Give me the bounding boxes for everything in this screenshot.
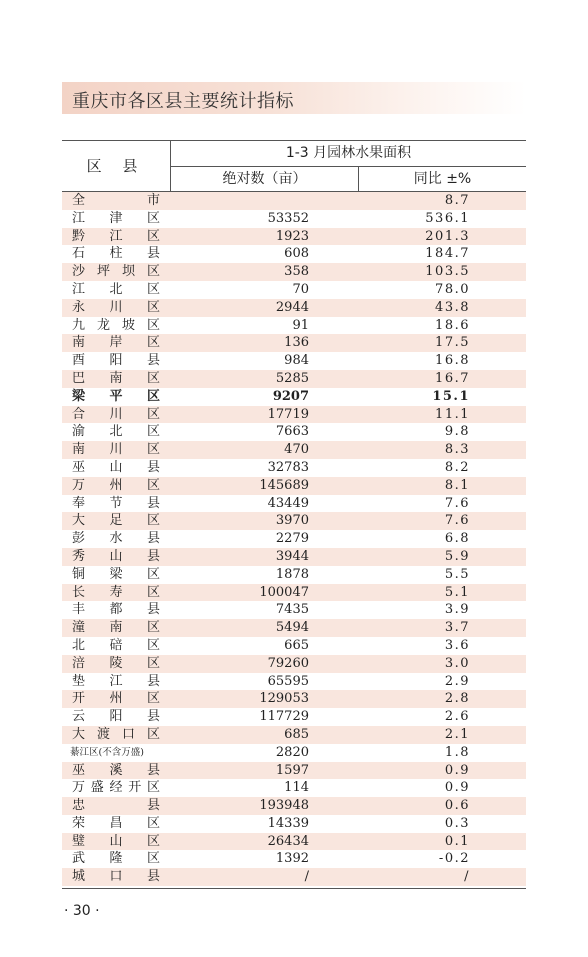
yoy-cell: 8.2: [444, 459, 470, 475]
region-name: 涪陵区: [72, 655, 160, 671]
yoy-cell: 184.7: [425, 246, 470, 262]
yoy-cell: 18.6: [435, 317, 470, 333]
table-row: [62, 655, 526, 673]
yoy-cell: 8.7: [444, 193, 470, 208]
yoy-cell: 17.5: [435, 335, 470, 351]
table-row: [62, 619, 526, 637]
region-name: 丰都县: [72, 602, 160, 618]
absolute-value-cell: 9207: [272, 388, 309, 404]
absolute-value-cell: 129053: [259, 691, 309, 707]
yoy-cell: 2.1: [444, 726, 470, 742]
region-header: 区 县: [86, 157, 146, 175]
absolute-value-cell: 1392: [275, 851, 309, 867]
region-name: 奉节县: [72, 495, 160, 511]
region-name: 万州区: [72, 477, 160, 493]
absolute-value-cell: 193948: [259, 798, 309, 814]
yoy-cell: 15.1: [432, 388, 470, 404]
absolute-value-cell: 79260: [267, 655, 309, 671]
table-row: [62, 423, 526, 441]
region-name: 潼南区: [72, 620, 160, 636]
region-name: 沙坪坝区: [72, 264, 160, 280]
table-row: [62, 441, 526, 459]
absolute-value-cell: 5285: [275, 370, 309, 386]
yoy-cell: 0.6: [444, 798, 470, 814]
yoy-cell: 0.1: [444, 833, 470, 849]
absolute-value-cell: 608: [284, 246, 309, 262]
absolute-value-cell: 665: [284, 637, 309, 653]
region-name: 巫山县: [72, 459, 160, 475]
region-name: 永川区: [72, 299, 160, 315]
yoy-cell: 3.9: [444, 602, 470, 618]
region-name: 垫江县: [72, 673, 160, 689]
yoy-cell: 3.6: [444, 637, 470, 653]
absolute-value-cell: 117729: [259, 709, 309, 725]
region-name: 江北区: [72, 281, 160, 297]
table-row: [62, 495, 526, 513]
yoy-cell: 11.1: [435, 406, 470, 422]
absolute-value-cell: 91: [292, 317, 309, 333]
yoy-cell: 7.6: [444, 495, 470, 511]
table-row: [62, 477, 526, 495]
table-row: [62, 601, 526, 619]
absolute-value-cell: /: [304, 869, 309, 885]
table-row: [62, 370, 526, 388]
region-name: 渝北区: [72, 424, 160, 440]
region-name: 开州区: [72, 691, 160, 707]
yoy-cell: 3.7: [444, 620, 470, 636]
region-name: 大足区: [72, 513, 160, 529]
region-name: 綦江区(不含万盛): [70, 746, 144, 758]
yoy-cell: 9.8: [444, 424, 470, 440]
absolute-value-cell: 43449: [267, 495, 309, 511]
region-name: 秀山县: [72, 548, 160, 564]
table-row: [62, 299, 526, 317]
region-name: 城口县: [72, 869, 160, 885]
absolute-value-cell: 2944: [275, 299, 309, 315]
table-row: [62, 530, 526, 548]
table-row: [62, 317, 526, 335]
region-name: 酉阳县: [72, 353, 160, 369]
absolute-value-cell: 5494: [275, 620, 309, 636]
region-name: 武隆区: [72, 851, 160, 867]
table-row: [62, 833, 526, 851]
region-name: 巴南区: [72, 370, 160, 386]
table-row: [62, 690, 526, 708]
yoy-cell: 5.1: [444, 584, 470, 600]
absolute-value-cell: 26434: [267, 833, 309, 849]
yoy-cell: 0.9: [444, 762, 470, 778]
yoy-cell: 2.6: [444, 709, 470, 725]
table-bottom-rule: [62, 888, 526, 889]
absolute-value-cell: [162, 192, 309, 210]
yoy-cell: 201.3: [425, 228, 470, 244]
region-name: 南岸区: [72, 335, 160, 351]
yoy-cell: 5.5: [444, 566, 470, 582]
yoy-cell: 0.3: [444, 815, 470, 831]
region-name: 江津区: [72, 210, 160, 226]
title-band: [62, 82, 526, 114]
table-row: [62, 334, 526, 352]
table-row: [62, 210, 526, 228]
absolute-value-cell: 100047: [259, 584, 309, 600]
page-title: 重庆市各区县主要统计指标: [72, 91, 294, 112]
table-row: [62, 388, 526, 406]
absolute-value-cell: 1878: [275, 566, 309, 582]
table-row: [62, 352, 526, 370]
region-name: 大渡口区: [72, 726, 160, 742]
yoy-cell: 16.8: [435, 353, 470, 369]
table-row: [62, 779, 526, 797]
table-row: [62, 228, 526, 246]
absolute-value-cell: 3944: [275, 548, 309, 564]
region-name: 北碚区: [72, 637, 160, 653]
table-row: [62, 815, 526, 833]
absolute-value-cell: 2820: [275, 744, 309, 760]
absolute-value-cell: 984: [284, 353, 309, 369]
absolute-value-cell: 145689: [259, 477, 309, 493]
table-row: [62, 192, 526, 210]
absolute-value-cell: 358: [284, 264, 309, 280]
absolute-value-cell: 1923: [275, 228, 309, 244]
fruit-area-header: 1-3 月园林水果面积: [285, 145, 412, 161]
region-name: 合川区: [72, 406, 160, 422]
absolute-value-cell: 2279: [275, 531, 309, 547]
yoy-cell: 0.9: [444, 780, 470, 796]
yoy-cell: -0.2: [438, 851, 470, 867]
absolute-value-cell: 7435: [275, 602, 309, 618]
table-row: [62, 868, 526, 886]
yoy-cell: /: [464, 869, 470, 885]
region-name: 黔江区: [72, 228, 160, 244]
absolute-value-cell: 3970: [275, 513, 309, 529]
yoy-cell: 6.8: [444, 531, 470, 547]
table-row: [62, 850, 526, 868]
table-row: [62, 281, 526, 299]
yoy-cell: 7.6: [444, 513, 470, 529]
table-row: [62, 673, 526, 691]
absolute-value-cell: 136: [284, 335, 309, 351]
yoy-cell: 103.5: [425, 264, 470, 280]
table-row: [62, 584, 526, 602]
absolute-value-cell: 14339: [267, 815, 309, 831]
region-name: 璧山区: [72, 833, 160, 849]
table-row: [62, 263, 526, 281]
table-row: [62, 459, 526, 477]
absolute-value-cell: 17719: [267, 406, 309, 422]
region-name: 梁平区: [72, 388, 160, 404]
region-name: 铜梁区: [72, 566, 160, 582]
table-body: [62, 192, 526, 886]
yoy-cell: 8.1: [444, 477, 470, 493]
region-name: 云阳县: [72, 709, 160, 725]
region-name: 九龙坡区: [72, 317, 160, 333]
table-row: [62, 744, 526, 762]
absolute-value-cell: 70: [292, 281, 309, 297]
absolute-value-cell: 32783: [267, 459, 309, 475]
absolute-value-cell: 685: [284, 726, 309, 742]
yoy-cell: 8.3: [444, 442, 470, 458]
table-row: [62, 566, 526, 584]
yoy-cell: 78.0: [435, 281, 470, 297]
table-row: [62, 637, 526, 655]
table-row: [62, 548, 526, 566]
region-name: 荣昌区: [72, 815, 160, 831]
yoy-cell: 2.8: [444, 691, 470, 707]
table-row: [62, 512, 526, 530]
table-row: [62, 762, 526, 780]
yoy-cell: 1.8: [444, 744, 470, 760]
region-name: 彭水县: [72, 531, 160, 547]
absolute-value-header: 绝对数（亩）: [222, 171, 307, 187]
region-name: 巫溪县: [72, 762, 160, 778]
region-name: 忠县: [72, 798, 160, 814]
page-number: · 30 ·: [64, 903, 100, 919]
region-name: 全市: [72, 193, 160, 208]
yoy-cell: 16.7: [435, 370, 470, 386]
yoy-cell: 3.0: [444, 655, 470, 671]
absolute-value-cell: 7663: [275, 424, 309, 440]
region-name: 南川区: [72, 442, 160, 458]
region-name: 万盛经开区: [72, 780, 160, 796]
table-row: [62, 245, 526, 263]
yoy-cell: 43.8: [435, 299, 470, 315]
yoy-header: 同比 ±%: [413, 171, 472, 187]
absolute-value-cell: 470: [284, 442, 309, 458]
yoy-cell: 2.9: [444, 673, 470, 689]
absolute-value-cell: 53352: [267, 210, 309, 226]
table-row: [62, 406, 526, 424]
table-row: [62, 797, 526, 815]
table-row: [62, 708, 526, 726]
absolute-value-cell: 65595: [267, 673, 309, 689]
yoy-cell: 5.9: [444, 548, 470, 564]
region-name: 石柱县: [72, 246, 160, 262]
region-name: 长寿区: [72, 584, 160, 600]
yoy-cell: 536.1: [425, 210, 470, 226]
absolute-value-cell: 1597: [275, 762, 309, 778]
absolute-value-cell: 114: [284, 780, 309, 796]
table-row: [62, 726, 526, 744]
